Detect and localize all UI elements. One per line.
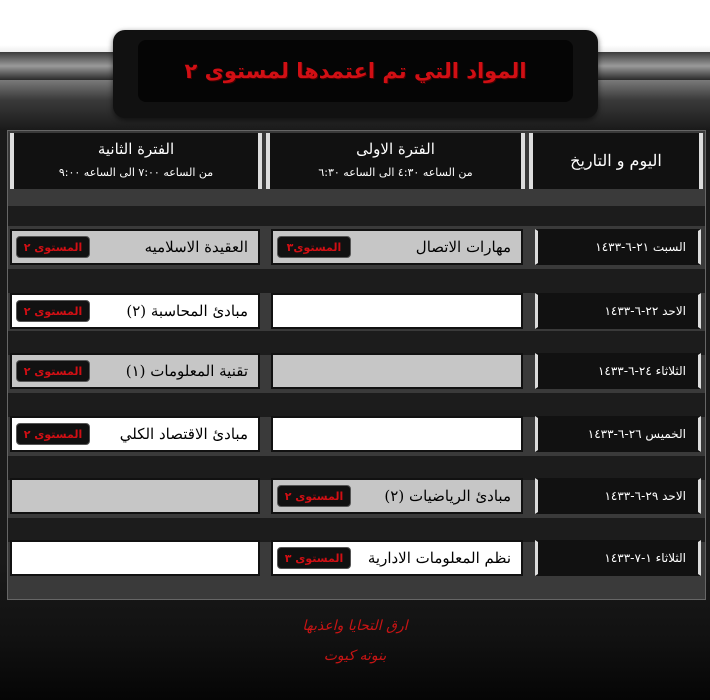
second-period-cell [10,416,260,452]
date-text: الخميس ٢٦-٦-١٤٣٣ [587,427,686,441]
footer-signature: بنوته كيوت [323,648,387,664]
date-text: الثلاثاء ٢٤-٦-١٤٣٣ [597,364,686,378]
date-text: الثلاثاء ١-٧-١٤٣٣ [604,551,686,565]
date-cell [535,540,701,576]
first-period-cell [271,478,523,514]
subject-text: نظم المعلومات الادارية [367,549,511,567]
subject-text: مهارات الاتصال [415,238,511,256]
subject-text: مبادئ الاقتصاد الكلي [119,425,248,443]
table-row [8,478,705,514]
column-time-first: من الساعه ٤:٣٠ الى الساعه ٦:٣٠ [318,166,473,179]
second-period-cell [10,293,260,329]
table-row [8,229,705,265]
date-cell [535,293,701,329]
column-header-date [529,133,703,189]
date-text: السبت ٢١-٦-١٤٣٣ [595,240,686,254]
level-badge: المستوى ٢ [16,423,90,445]
subject-text: تقنية المعلومات (١) [125,362,248,380]
level-badge: المستوى٣ [277,236,351,258]
table-row [8,353,705,389]
column-title-date: اليوم و التاريخ [570,151,662,170]
second-period-cell [10,229,260,265]
column-time-second: من الساعه ٧:٠٠ الى الساعه ٩:٠٠ [58,166,214,179]
column-header-first [266,133,525,189]
level-badge: المستوى ٢ [277,485,351,507]
schedule-table [7,130,706,600]
second-period-cell [10,353,260,389]
level-badge: المستوى ٢ [16,300,90,322]
column-title-second: الفترة الثانية [97,140,175,158]
column-header-second [10,133,262,189]
level-badge: المستوى ٣ [277,547,351,569]
separator-band [8,331,705,355]
footer-greeting: ارق التحايا واعذبها [302,618,408,634]
date-text: الاحد ٢٩-٦-١٤٣٣ [604,489,686,503]
date-cell [535,478,701,514]
separator-band [8,269,705,293]
separator-band [8,518,705,542]
subject-text: مبادئ الرياضيات (٢) [384,487,511,505]
first-period-cell [271,416,523,452]
first-period-cell [271,540,523,576]
page-title: المواد التي تم اعتمدها لمستوى ٢ [184,59,527,83]
date-text: الاحد ٢٢-٦-١٤٣٣ [604,304,686,318]
first-period-cell [271,229,523,265]
first-period-cell [271,353,523,389]
separator-band [8,206,705,226]
date-cell [535,416,701,452]
title-banner-inner [138,40,573,102]
title-banner [113,30,598,118]
subject-text: مبادئ المحاسبة (٢) [126,302,248,320]
table-row [8,540,705,576]
separator-band [8,456,705,480]
first-period-cell [271,293,523,329]
subject-text: العقيدة الاسلاميه [144,238,248,256]
level-badge: المستوى ٢ [16,360,90,382]
date-cell [535,353,701,389]
table-row [8,293,705,329]
level-badge: المستوى ٢ [16,236,90,258]
date-cell [535,229,701,265]
table-row [8,416,705,452]
second-period-cell [10,540,260,576]
separator-band [8,393,705,417]
second-period-cell [10,478,260,514]
column-title-first: الفترة الاولى [356,140,435,158]
